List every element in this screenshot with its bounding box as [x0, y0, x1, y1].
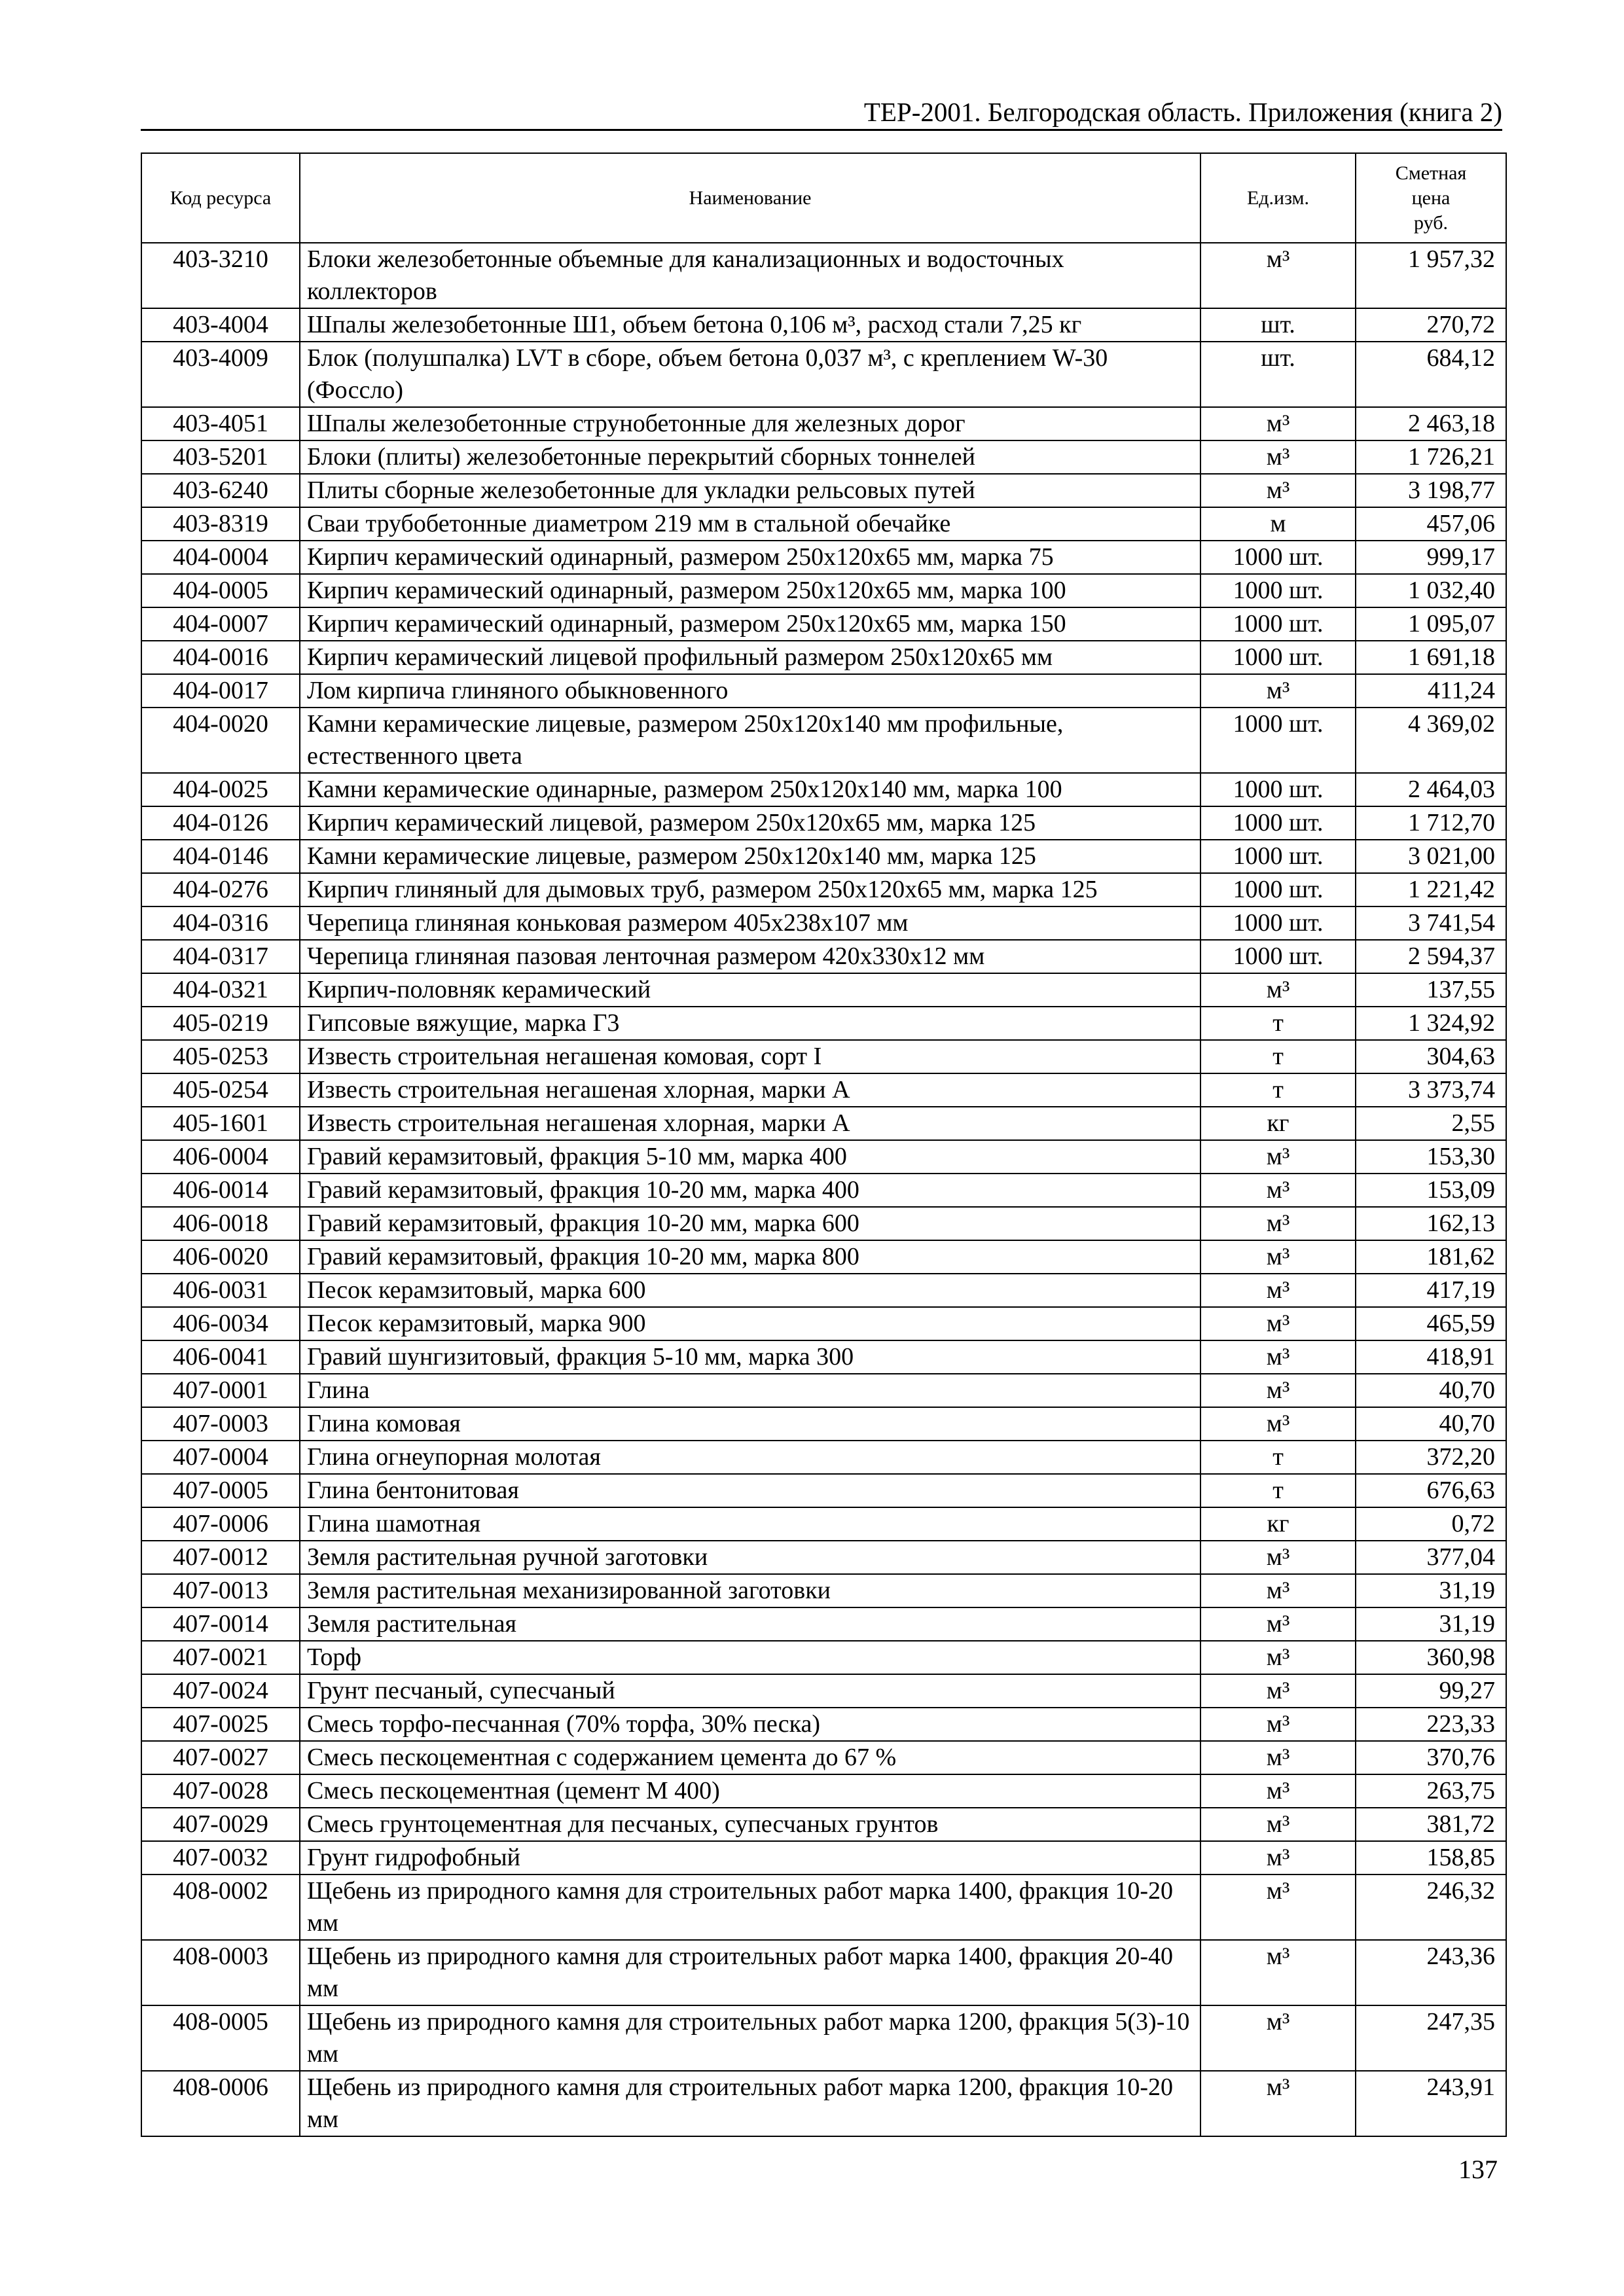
cell-code: 406-0004: [141, 1140, 300, 1174]
cell-name: Кирпич керамический одинарный, размером 250х120х65 мм, марка 75: [300, 541, 1200, 574]
table-row: [141, 641, 1506, 674]
table-row: [141, 1107, 1506, 1140]
cell-name: Кирпич глиняный для дымовых труб, размером 250х120х65 мм, марка 125: [300, 873, 1200, 906]
cell-name: Камни керамические лицевые, размером 250х120х140 мм профильные, естественного цвета: [300, 708, 1200, 773]
cell-code: 404-0004: [141, 541, 300, 574]
column-header-unit: Ед.изм.: [1200, 153, 1356, 243]
cell-price: 1 221,42: [1356, 873, 1506, 906]
cell-code: 405-0219: [141, 1007, 300, 1040]
cell-name: Гравий керамзитовый, фракция 10-20 мм, марка 600: [300, 1207, 1200, 1240]
cell-price: 162,13: [1356, 1207, 1506, 1240]
cell-name: Плиты сборные железобетонные для укладки рельсовых путей: [300, 474, 1200, 507]
cell-unit: м³: [1200, 1874, 1356, 1940]
cell-unit: м³: [1200, 2071, 1356, 2136]
cell-unit: 1000 шт.: [1200, 773, 1356, 806]
cell-unit: м³: [1200, 1641, 1356, 1674]
cell-code: 405-0253: [141, 1040, 300, 1073]
cell-unit: т: [1200, 1441, 1356, 1474]
table-row: [141, 674, 1506, 708]
cell-price: 381,72: [1356, 1808, 1506, 1841]
cell-name: Кирпич-половняк керамический: [300, 973, 1200, 1007]
cell-unit: м³: [1200, 1407, 1356, 1441]
cell-price: 99,27: [1356, 1674, 1506, 1708]
cell-price: 247,35: [1356, 2005, 1506, 2071]
cell-unit: т: [1200, 1007, 1356, 1040]
cell-name: Сваи трубобетонные диаметром 219 мм в стальной обечайке: [300, 507, 1200, 541]
table-row: [141, 1607, 1506, 1641]
table-row: [141, 1274, 1506, 1307]
table-row: [141, 906, 1506, 940]
cell-unit: м³: [1200, 1307, 1356, 1340]
cell-unit: м³: [1200, 1240, 1356, 1274]
cell-code: 404-0017: [141, 674, 300, 708]
table-row: [141, 1441, 1506, 1474]
cell-unit: т: [1200, 1073, 1356, 1107]
cell-unit: 1000 шт.: [1200, 574, 1356, 607]
cell-price: 4 369,02: [1356, 708, 1506, 773]
cell-code: 403-6240: [141, 474, 300, 507]
header-title: ТЕР-2001. Белгородская область. Приложения (книга 2): [863, 97, 1502, 127]
cell-unit: м: [1200, 507, 1356, 541]
cell-name: Гипсовые вяжущие, марка Г3: [300, 1007, 1200, 1040]
cell-code: 407-0003: [141, 1407, 300, 1441]
cell-code: 406-0020: [141, 1240, 300, 1274]
cell-price: 31,19: [1356, 1607, 1506, 1641]
cell-price: 223,33: [1356, 1708, 1506, 1741]
cell-unit: м³: [1200, 1607, 1356, 1641]
table-row: [141, 840, 1506, 873]
cell-unit: т: [1200, 1040, 1356, 1073]
cell-unit: кг: [1200, 1107, 1356, 1140]
cell-unit: м³: [1200, 2005, 1356, 2071]
page-number: 137: [1458, 2155, 1498, 2184]
table-row: [141, 1940, 1506, 2005]
cell-unit: м³: [1200, 1708, 1356, 1741]
table-row: [141, 541, 1506, 574]
cell-name: Земля растительная ручной заготовки: [300, 1541, 1200, 1574]
cell-price: 2 463,18: [1356, 407, 1506, 440]
cell-code: 403-4004: [141, 308, 300, 342]
table-row: [141, 940, 1506, 973]
cell-unit: м³: [1200, 1774, 1356, 1808]
column-header-name: Наименование: [300, 153, 1200, 243]
cell-name: Смесь пескоцементная с содержанием цемента до 67 %: [300, 1741, 1200, 1774]
cell-name: Щебень из природного камня для строительных работ марка 1400, фракция 10-20 мм: [300, 1874, 1200, 1940]
cell-price: 2 464,03: [1356, 773, 1506, 806]
cell-code: 408-0005: [141, 2005, 300, 2071]
cell-unit: м³: [1200, 1741, 1356, 1774]
cell-unit: 1000 шт.: [1200, 873, 1356, 906]
table-row: [141, 1307, 1506, 1340]
cell-unit: кг: [1200, 1507, 1356, 1541]
table-row: [141, 1174, 1506, 1207]
table-row: [141, 1574, 1506, 1607]
cell-unit: м³: [1200, 1808, 1356, 1841]
cell-code: 404-0321: [141, 973, 300, 1007]
table-header-row: [141, 153, 1506, 243]
cell-name: Торф: [300, 1641, 1200, 1674]
cell-price: 360,98: [1356, 1641, 1506, 1674]
cell-code: 404-0316: [141, 906, 300, 940]
table-row: [141, 773, 1506, 806]
cell-unit: м³: [1200, 1174, 1356, 1207]
cell-code: 407-0024: [141, 1674, 300, 1708]
resource-price-table: [141, 152, 1507, 2137]
cell-code: 404-0007: [141, 607, 300, 641]
cell-price: 137,55: [1356, 973, 1506, 1007]
cell-code: 407-0006: [141, 1507, 300, 1541]
cell-unit: 1000 шт.: [1200, 708, 1356, 773]
cell-code: 407-0013: [141, 1574, 300, 1607]
cell-code: 407-0001: [141, 1374, 300, 1407]
table-row: [141, 1808, 1506, 1841]
table-row: [141, 607, 1506, 641]
cell-price: 270,72: [1356, 308, 1506, 342]
cell-name: Шпалы железобетонные струнобетонные для железных дорог: [300, 407, 1200, 440]
cell-name: Глина комовая: [300, 1407, 1200, 1441]
cell-name: Грунт песчаный, супесчаный: [300, 1674, 1200, 1708]
cell-unit: т: [1200, 1474, 1356, 1507]
cell-price: 243,91: [1356, 2071, 1506, 2136]
cell-price: 1 032,40: [1356, 574, 1506, 607]
page-header: [141, 93, 1502, 131]
column-header-code: Код ресурса: [141, 153, 300, 243]
cell-code: 406-0034: [141, 1307, 300, 1340]
table-row: [141, 1841, 1506, 1874]
cell-price: 377,04: [1356, 1541, 1506, 1574]
cell-price: 3 741,54: [1356, 906, 1506, 940]
cell-unit: м³: [1200, 474, 1356, 507]
cell-price: 3 021,00: [1356, 840, 1506, 873]
cell-price: 999,17: [1356, 541, 1506, 574]
table-row: [141, 1774, 1506, 1808]
cell-code: 407-0021: [141, 1641, 300, 1674]
cell-unit: м³: [1200, 1940, 1356, 2005]
cell-price: 3 373,74: [1356, 1073, 1506, 1107]
cell-price: 246,32: [1356, 1874, 1506, 1940]
resource-price-table-container: [141, 152, 1506, 2137]
cell-price: 0,72: [1356, 1507, 1506, 1541]
cell-price: 1 957,32: [1356, 243, 1506, 308]
cell-price: 457,06: [1356, 507, 1506, 541]
cell-price: 684,12: [1356, 342, 1506, 407]
column-header-price: Сметная цена руб.: [1356, 153, 1506, 243]
cell-unit: 1000 шт.: [1200, 607, 1356, 641]
cell-price: 153,30: [1356, 1140, 1506, 1174]
table-row: [141, 1340, 1506, 1374]
cell-name: Лом кирпича глиняного обыкновенного: [300, 674, 1200, 708]
cell-name: Глина огнеупорная молотая: [300, 1441, 1200, 1474]
cell-price: 153,09: [1356, 1174, 1506, 1207]
cell-price: 40,70: [1356, 1407, 1506, 1441]
table-row: [141, 1541, 1506, 1574]
cell-unit: м³: [1200, 1574, 1356, 1607]
table-row: [141, 973, 1506, 1007]
cell-unit: м³: [1200, 1541, 1356, 1574]
table-row: [141, 342, 1506, 407]
cell-unit: м³: [1200, 973, 1356, 1007]
cell-name: Глина бентонитовая: [300, 1474, 1200, 1507]
cell-code: 407-0014: [141, 1607, 300, 1641]
cell-name: Известь строительная негашеная комовая, сорт I: [300, 1040, 1200, 1073]
cell-price: 676,63: [1356, 1474, 1506, 1507]
cell-name: Камни керамические лицевые, размером 250х120х140 мм, марка 125: [300, 840, 1200, 873]
cell-unit: 1000 шт.: [1200, 541, 1356, 574]
cell-price: 304,63: [1356, 1040, 1506, 1073]
cell-price: 40,70: [1356, 1374, 1506, 1407]
cell-price: 1 691,18: [1356, 641, 1506, 674]
table-row: [141, 1641, 1506, 1674]
cell-code: 406-0041: [141, 1340, 300, 1374]
cell-code: 403-8319: [141, 507, 300, 541]
cell-price: 263,75: [1356, 1774, 1506, 1808]
cell-code: 406-0031: [141, 1274, 300, 1307]
cell-name: Песок керамзитовый, марка 900: [300, 1307, 1200, 1340]
table-row: [141, 1374, 1506, 1407]
cell-price: 1 712,70: [1356, 806, 1506, 840]
cell-price: 2,55: [1356, 1107, 1506, 1140]
cell-code: 408-0003: [141, 1940, 300, 2005]
table-row: [141, 507, 1506, 541]
cell-name: Блоки (плиты) железобетонные перекрытий сборных тоннелей: [300, 440, 1200, 474]
cell-name: Шпалы железобетонные Ш1, объем бетона 0,106 м³, расход стали 7,25 кг: [300, 308, 1200, 342]
cell-name: Блоки железобетонные объемные для канализационных и водосточных коллекторов: [300, 243, 1200, 308]
cell-unit: м³: [1200, 1207, 1356, 1240]
cell-name: Гравий керамзитовый, фракция 10-20 мм, марка 400: [300, 1174, 1200, 1207]
cell-unit: м³: [1200, 1674, 1356, 1708]
table-row: [141, 1073, 1506, 1107]
cell-price: 417,19: [1356, 1274, 1506, 1307]
cell-name: Щебень из природного камня для строительных работ марка 1200, фракция 10-20 мм: [300, 2071, 1200, 2136]
cell-unit: м³: [1200, 1274, 1356, 1307]
cell-unit: 1000 шт.: [1200, 906, 1356, 940]
cell-price: 465,59: [1356, 1307, 1506, 1340]
cell-name: Кирпич керамический лицевой, размером 250х120х65 мм, марка 125: [300, 806, 1200, 840]
cell-price: 31,19: [1356, 1574, 1506, 1607]
cell-price: 1 726,21: [1356, 440, 1506, 474]
table-row: [141, 474, 1506, 507]
cell-code: 403-4051: [141, 407, 300, 440]
cell-unit: 1000 шт.: [1200, 641, 1356, 674]
cell-unit: шт.: [1200, 308, 1356, 342]
cell-price: 1 324,92: [1356, 1007, 1506, 1040]
cell-code: 405-1601: [141, 1107, 300, 1140]
table-row: [141, 243, 1506, 308]
cell-name: Смесь торфо-песчанная (70% торфа, 30% песка): [300, 1708, 1200, 1741]
cell-code: 408-0002: [141, 1874, 300, 1940]
cell-name: Черепица глиняная коньковая размером 405х238х107 мм: [300, 906, 1200, 940]
cell-code: 407-0028: [141, 1774, 300, 1808]
cell-code: 404-0025: [141, 773, 300, 806]
table-row: [141, 1674, 1506, 1708]
cell-name: Земля растительная механизированной заготовки: [300, 1574, 1200, 1607]
cell-name: Кирпич керамический лицевой профильный размером 250х120х65 мм: [300, 641, 1200, 674]
table-row: [141, 806, 1506, 840]
table-row: [141, 1507, 1506, 1541]
cell-price: 372,20: [1356, 1441, 1506, 1474]
cell-name: Глина шамотная: [300, 1507, 1200, 1541]
cell-name: Черепица глиняная пазовая ленточная размером 420х330х12 мм: [300, 940, 1200, 973]
cell-unit: 1000 шт.: [1200, 940, 1356, 973]
cell-price: 418,91: [1356, 1340, 1506, 1374]
cell-name: Щебень из природного камня для строительных работ марка 1200, фракция 5(3)-10 мм: [300, 2005, 1200, 2071]
cell-code: 407-0005: [141, 1474, 300, 1507]
cell-code: 407-0027: [141, 1741, 300, 1774]
cell-name: Кирпич керамический одинарный, размером 250х120х65 мм, марка 100: [300, 574, 1200, 607]
cell-price: 243,36: [1356, 1940, 1506, 2005]
cell-code: 403-5201: [141, 440, 300, 474]
cell-name: Гравий керамзитовый, фракция 10-20 мм, марка 800: [300, 1240, 1200, 1274]
cell-name: Смесь пескоцементная (цемент М 400): [300, 1774, 1200, 1808]
cell-price: 181,62: [1356, 1240, 1506, 1274]
cell-name: Блок (полушпалка) LVT в сборе, объем бетона 0,037 м³, с креплением W-30 (Фоссло): [300, 342, 1200, 407]
cell-unit: 1000 шт.: [1200, 840, 1356, 873]
cell-code: 403-3210: [141, 243, 300, 308]
cell-unit: м³: [1200, 1140, 1356, 1174]
cell-code: 404-0005: [141, 574, 300, 607]
table-row: [141, 407, 1506, 440]
table-row: [141, 574, 1506, 607]
cell-price: 1 095,07: [1356, 607, 1506, 641]
cell-code: 407-0029: [141, 1808, 300, 1841]
table-row: [141, 708, 1506, 773]
cell-name: Гравий шунгизитовый, фракция 5-10 мм, марка 300: [300, 1340, 1200, 1374]
cell-code: 404-0146: [141, 840, 300, 873]
cell-name: Щебень из природного камня для строительных работ марка 1400, фракция 20-40 мм: [300, 1940, 1200, 2005]
table-row: [141, 1040, 1506, 1073]
table-row: [141, 440, 1506, 474]
cell-code: 407-0004: [141, 1441, 300, 1474]
table-row: [141, 1874, 1506, 1940]
cell-code: 407-0032: [141, 1841, 300, 1874]
cell-price: 370,76: [1356, 1741, 1506, 1774]
cell-code: 404-0317: [141, 940, 300, 973]
table-row: [141, 1474, 1506, 1507]
cell-name: Земля растительная: [300, 1607, 1200, 1641]
table-row: [141, 2071, 1506, 2136]
cell-unit: м³: [1200, 1340, 1356, 1374]
cell-unit: м³: [1200, 243, 1356, 308]
cell-price: 158,85: [1356, 1841, 1506, 1874]
cell-code: 404-0016: [141, 641, 300, 674]
cell-code: 407-0025: [141, 1708, 300, 1741]
cell-name: Кирпич керамический одинарный, размером 250х120х65 мм, марка 150: [300, 607, 1200, 641]
cell-code: 407-0012: [141, 1541, 300, 1574]
table-row: [141, 1708, 1506, 1741]
table-row: [141, 1741, 1506, 1774]
cell-code: 405-0254: [141, 1073, 300, 1107]
cell-price: 2 594,37: [1356, 940, 1506, 973]
cell-unit: 1000 шт.: [1200, 806, 1356, 840]
cell-code: 404-0126: [141, 806, 300, 840]
cell-unit: м³: [1200, 1374, 1356, 1407]
cell-unit: м³: [1200, 674, 1356, 708]
table-body: [141, 243, 1506, 2136]
table-row: [141, 1240, 1506, 1274]
table-row: [141, 1140, 1506, 1174]
cell-name: Известь строительная негашеная хлорная, марки А: [300, 1073, 1200, 1107]
table-row: [141, 308, 1506, 342]
cell-name: Камни керамические одинарные, размером 250х120х140 мм, марка 100: [300, 773, 1200, 806]
header-rule: [141, 129, 1502, 131]
cell-code: 406-0014: [141, 1174, 300, 1207]
cell-price: 411,24: [1356, 674, 1506, 708]
cell-name: Гравий керамзитовый, фракция 5-10 мм, марка 400: [300, 1140, 1200, 1174]
cell-price: 3 198,77: [1356, 474, 1506, 507]
cell-code: 403-4009: [141, 342, 300, 407]
cell-unit: м³: [1200, 407, 1356, 440]
table-row: [141, 1407, 1506, 1441]
table-row: [141, 1007, 1506, 1040]
cell-code: 408-0006: [141, 2071, 300, 2136]
cell-code: 404-0020: [141, 708, 300, 773]
cell-name: Песок керамзитовый, марка 600: [300, 1274, 1200, 1307]
cell-name: Известь строительная негашеная хлорная, марки А: [300, 1107, 1200, 1140]
cell-name: Грунт гидрофобный: [300, 1841, 1200, 1874]
cell-name: Смесь грунтоцементная для песчаных, супесчаных грунтов: [300, 1808, 1200, 1841]
cell-code: 406-0018: [141, 1207, 300, 1240]
table-row: [141, 1207, 1506, 1240]
cell-code: 404-0276: [141, 873, 300, 906]
cell-name: Глина: [300, 1374, 1200, 1407]
table-row: [141, 2005, 1506, 2071]
cell-unit: шт.: [1200, 342, 1356, 407]
cell-unit: м³: [1200, 440, 1356, 474]
cell-unit: м³: [1200, 1841, 1356, 1874]
table-row: [141, 873, 1506, 906]
